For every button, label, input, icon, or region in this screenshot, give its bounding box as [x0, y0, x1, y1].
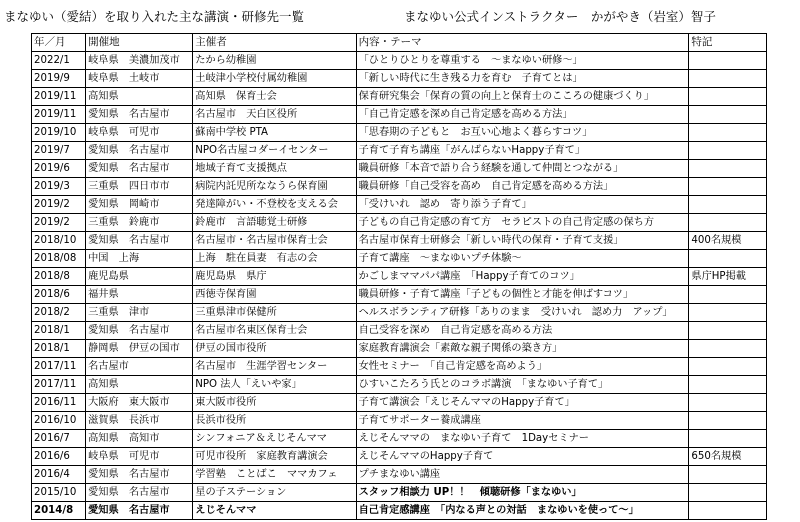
cell-place: 愛知県 名古屋市: [86, 466, 193, 484]
cell-date: 2016/11: [32, 394, 86, 412]
cell-place: 岐阜県 土岐市: [86, 70, 193, 88]
cell-note: [689, 430, 767, 448]
cell-place: 愛知県 名古屋市: [86, 106, 193, 124]
table-row: [32, 412, 767, 430]
cell-place: 愛知県 名古屋市: [86, 160, 193, 178]
table-row: [32, 124, 767, 142]
cell-place: 大阪府 東大阪市: [86, 394, 193, 412]
cell-content: ひすいこたろう氏とのコラボ講演 「まなゆい子育て」: [356, 376, 689, 394]
header-organizer: 主催者: [193, 34, 356, 52]
cell-date: 2018/8: [32, 268, 86, 286]
header-note: 特記: [689, 34, 767, 52]
table-row: [32, 394, 767, 412]
cell-place: 高知県: [86, 88, 193, 106]
cell-organizer: 鹿児島県 県庁: [193, 268, 356, 286]
cell-place: 愛知県 岡崎市: [86, 196, 193, 214]
cell-content: 「思春期の子どもと お互い心地よく暮らすコツ」: [356, 124, 689, 142]
cell-date: 2019/2: [32, 196, 86, 214]
lecture-table: [31, 33, 767, 520]
cell-place: 鹿児島県: [86, 268, 193, 286]
cell-content: 子育てサポーター養成講座: [356, 412, 689, 430]
cell-content: 職員研修「自己受容を高め 自己肯定感を高める方法」: [356, 178, 689, 196]
table-row: [32, 322, 767, 340]
header-date: 年／月: [32, 34, 86, 52]
cell-note: [689, 466, 767, 484]
cell-note: [689, 250, 767, 268]
cell-content: スタッフ相談力 UP！！ 傾聴研修「まなゆい」: [356, 484, 689, 502]
cell-place: 福井県: [86, 286, 193, 304]
cell-content: えじそんママの まなゆい子育て 1Dayセミナー: [356, 430, 689, 448]
cell-organizer: 鈴鹿市 言語聴覚士研修: [193, 214, 356, 232]
cell-date: 2019/6: [32, 160, 86, 178]
header-place: 開催地: [86, 34, 193, 52]
cell-date: 2018/1: [32, 340, 86, 358]
cell-place: 岐阜県 美濃加茂市: [86, 52, 193, 70]
cell-date: 2019/10: [32, 124, 86, 142]
cell-content: 女性セミナー 「自己肯定感を高めよう」: [356, 358, 689, 376]
cell-date: 2019/3: [32, 178, 86, 196]
cell-content: 家庭教育講演会「素敵な親子関係の築き方」: [356, 340, 689, 358]
table-row: [32, 466, 767, 484]
cell-note: [689, 196, 767, 214]
cell-date: 2019/11: [32, 88, 86, 106]
cell-date: 2019/7: [32, 142, 86, 160]
table-row: [32, 502, 767, 520]
cell-content: 「自己肯定感を深め自己肯定感を高める方法」: [356, 106, 689, 124]
cell-place: 愛知県 名古屋市: [86, 322, 193, 340]
table-row: [32, 286, 767, 304]
cell-organizer: たから幼稚園: [193, 52, 356, 70]
table-row: [32, 160, 767, 178]
cell-organizer: 高知県 保育士会: [193, 88, 356, 106]
cell-organizer: 可児市役所 家庭教育講演会: [193, 448, 356, 466]
cell-date: 2018/08: [32, 250, 86, 268]
cell-note: [689, 286, 767, 304]
cell-note: [689, 394, 767, 412]
cell-organizer: NPO名古屋コダーイセンター: [193, 142, 356, 160]
table-row: [32, 268, 767, 286]
cell-date: 2016/7: [32, 430, 86, 448]
cell-date: 2019/9: [32, 70, 86, 88]
cell-date: 2016/6: [32, 448, 86, 466]
cell-date: 2018/10: [32, 232, 86, 250]
table-row: [32, 484, 767, 502]
cell-place: 愛知県 名古屋市: [86, 232, 193, 250]
cell-content: 保育研究集会「保育の質の向上と保育士のこころの健康づくり」: [356, 88, 689, 106]
table-row: [32, 52, 767, 70]
cell-organizer: 西徳寺保育園: [193, 286, 356, 304]
cell-place: 三重県 鈴鹿市: [86, 214, 193, 232]
cell-organizer: 長浜市役所: [193, 412, 356, 430]
cell-content: 自己受容を深め 自己肯定感を高める方法: [356, 322, 689, 340]
cell-note: 県庁HP掲載: [689, 268, 767, 286]
cell-organizer: 土岐津小学校付属幼稚園: [193, 70, 356, 88]
cell-date: 2014/8: [32, 502, 86, 520]
cell-content: 子どもの自己肯定感の育て方 セラピストの自己肯定感の保ち方: [356, 214, 689, 232]
cell-organizer: 伊豆の国市役所: [193, 340, 356, 358]
cell-organizer: NPO 法人「えいや家」: [193, 376, 356, 394]
cell-organizer: えじそんママ: [193, 502, 356, 520]
cell-content: 子育て講演会「えじそんママのHappy子育て」: [356, 394, 689, 412]
cell-note: [689, 160, 767, 178]
cell-note: [689, 484, 767, 502]
cell-note: [689, 178, 767, 196]
cell-note: [689, 88, 767, 106]
cell-date: 2018/1: [32, 322, 86, 340]
cell-note: [689, 376, 767, 394]
table-row: [32, 178, 767, 196]
table-header-row: [32, 34, 767, 52]
cell-organizer: シンフォニア＆えじそんママ: [193, 430, 356, 448]
cell-content: 職員研修・子育て講座「子どもの個性と才能を伸ばすコツ」: [356, 286, 689, 304]
cell-date: 2018/6: [32, 286, 86, 304]
cell-content: 「新しい時代に生き残る力を育む 子育てとは」: [356, 70, 689, 88]
cell-date: 2019/11: [32, 106, 86, 124]
table-row: [32, 448, 767, 466]
cell-organizer: 星の子ステーション: [193, 484, 356, 502]
cell-place: 静岡県 伊豆の国市: [86, 340, 193, 358]
cell-content: 子育て講座 〜まなゆいプチ体験〜: [356, 250, 689, 268]
cell-place: 滋賀県 長浜市: [86, 412, 193, 430]
cell-organizer: 三重県津市保健所: [193, 304, 356, 322]
cell-note: [689, 52, 767, 70]
cell-note: [689, 358, 767, 376]
header-content: 内容・テーマ: [356, 34, 689, 52]
cell-date: 2015/10: [32, 484, 86, 502]
cell-content: プチまなゆい講座: [356, 466, 689, 484]
cell-place: 愛知県 名古屋市: [86, 502, 193, 520]
cell-note: [689, 502, 767, 520]
cell-place: 三重県 四日市市: [86, 178, 193, 196]
cell-note: [689, 304, 767, 322]
cell-organizer: 上海 駐在員妻 有志の会: [193, 250, 356, 268]
cell-content: 「ひとりひとりを尊重する 〜まなゆい研修〜」: [356, 52, 689, 70]
cell-organizer: 名古屋市 天白区役所: [193, 106, 356, 124]
cell-place: 名古屋市: [86, 358, 193, 376]
cell-organizer: 地域子育て支援拠点: [193, 160, 356, 178]
table-row: [32, 70, 767, 88]
table-row: [32, 142, 767, 160]
cell-place: 高知県 高知市: [86, 430, 193, 448]
table-row: [32, 106, 767, 124]
table-body: [32, 52, 767, 520]
cell-note: [689, 412, 767, 430]
cell-date: 2016/4: [32, 466, 86, 484]
cell-content: 自己肯定感講座 「内なる声との対話 まなゆいを使って〜」: [356, 502, 689, 520]
cell-organizer: 名古屋市名東区保育士会: [193, 322, 356, 340]
cell-note: [689, 340, 767, 358]
cell-note: [689, 322, 767, 340]
cell-content: えじそんママのHappy子育て: [356, 448, 689, 466]
cell-note: [689, 142, 767, 160]
cell-place: 愛知県 名古屋市: [86, 484, 193, 502]
cell-organizer: 東大阪市役所: [193, 394, 356, 412]
cell-place: 岐阜県 可児市: [86, 124, 193, 142]
cell-content: 職員研修「本音で語り合う経験を通して仲間とつながる」: [356, 160, 689, 178]
table-row: [32, 358, 767, 376]
cell-organizer: 名古屋市・名古屋市保育士会: [193, 232, 356, 250]
cell-content: 子育て子育ち講座「がんばらないHappy子育て」: [356, 142, 689, 160]
cell-note: [689, 106, 767, 124]
cell-organizer: 名古屋市 生涯学習センター: [193, 358, 356, 376]
table-row: [32, 304, 767, 322]
cell-organizer: 蘇南中学校 PTA: [193, 124, 356, 142]
table-row: [32, 196, 767, 214]
table-row: [32, 250, 767, 268]
cell-note: 650名規模: [689, 448, 767, 466]
cell-date: 2017/11: [32, 376, 86, 394]
cell-date: 2018/2: [32, 304, 86, 322]
cell-content: かごしまママパパ講座 「Happy子育てのコツ」: [356, 268, 689, 286]
cell-place: 高知県: [86, 376, 193, 394]
cell-place: 岐阜県 可児市: [86, 448, 193, 466]
table-row: [32, 88, 767, 106]
cell-note: [689, 214, 767, 232]
cell-note: 400名規模: [689, 232, 767, 250]
table-row: [32, 376, 767, 394]
cell-note: [689, 70, 767, 88]
cell-content: 「受けいれ 認め 寄り添う子育て」: [356, 196, 689, 214]
cell-organizer: 病院内託児所ななうら保育園: [193, 178, 356, 196]
cell-note: [689, 124, 767, 142]
cell-date: 2019/2: [32, 214, 86, 232]
cell-organizer: 学習塾 ことばこ ママカフェ: [193, 466, 356, 484]
cell-date: 2016/10: [32, 412, 86, 430]
cell-place: 愛知県 名古屋市: [86, 142, 193, 160]
table-row: [32, 232, 767, 250]
cell-place: 三重県 津市: [86, 304, 193, 322]
cell-content: ヘルスボランティア研修「ありのまま 受けいれ 認め力 アップ」: [356, 304, 689, 322]
table-row: [32, 214, 767, 232]
cell-organizer: 発達障がい・不登校を支える会: [193, 196, 356, 214]
cell-date: 2017/11: [32, 358, 86, 376]
table-row: [32, 430, 767, 448]
table-row: [32, 340, 767, 358]
cell-content: 名古屋市保育士研修会「新しい時代の保育・子育て支援」: [356, 232, 689, 250]
document-title: まなゆい（愛結）を取り入れた主な講演・研修先一覧 まなゆい公式インストラクター かがやき（岩室）智子: [4, 9, 716, 24]
cell-date: 2022/1: [32, 52, 86, 70]
cell-place: 中国 上海: [86, 250, 193, 268]
